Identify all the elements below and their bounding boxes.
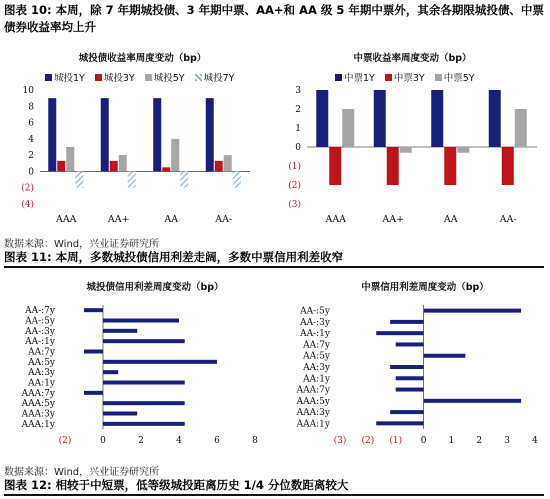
bar-aa-5y — [103, 319, 179, 323]
bar-aa-1y — [103, 381, 185, 385]
legend-item-5y — [145, 70, 185, 84]
chart-title-chengtou-yield: 城投债收益率周度变动（bp） — [78, 53, 207, 64]
category-label: AA:5y — [28, 357, 55, 368]
bar-3y-aaa — [57, 161, 65, 172]
chart-title-chengtou-spread: 城投债信用利差周度变动（bp） — [86, 282, 224, 293]
x-tick-label: 6 — [214, 436, 220, 446]
bar-3y-aa — [502, 147, 514, 185]
legend-swatch — [145, 74, 152, 81]
category-label: AA-:3y — [25, 326, 55, 337]
legend-swatch — [45, 74, 52, 81]
legend-item-1y — [45, 70, 85, 84]
bar-aa-1y — [376, 331, 423, 335]
x-category-label: AA — [164, 214, 179, 225]
legend-zhongpiao-yield — [335, 70, 485, 84]
bar-aa-1y — [396, 376, 424, 380]
x-tick-label: 3 — [504, 436, 511, 446]
bar-3y-aaa — [329, 147, 341, 185]
legend-swatch — [335, 74, 342, 81]
bar-5y-aaa — [342, 109, 354, 147]
y-tick-label: 2 — [295, 105, 301, 115]
x-tick-label: 2 — [138, 436, 144, 446]
x-tick-label: (2) — [361, 436, 375, 446]
category-label: AA:1y — [28, 378, 55, 389]
bar-aaa-3y — [390, 410, 423, 414]
x-category-label: AA- — [215, 214, 233, 225]
bar-aa-1y — [103, 339, 185, 343]
bar-1y-aa — [431, 90, 443, 147]
bar-aa-3y — [103, 329, 137, 333]
legend-item-1y — [335, 70, 375, 84]
category-label: AAA:5y — [21, 399, 55, 410]
legend-swatch — [95, 74, 102, 81]
bar-aa-5y — [424, 354, 466, 358]
figure-10-caption: 图表 10: 本周，除 7 年期城投债、3 年期中票、AA+和 AA 级 5 年期中票外，其余各期限城投债、中票债券收益率均上升 — [4, 3, 544, 34]
legend-swatch — [195, 74, 202, 81]
category-label: AAA:1y — [296, 419, 330, 430]
legend-item-3y — [95, 70, 135, 84]
chart-title-zhongpiao-yield: 中票收益率周度变动（bp） — [353, 53, 472, 64]
legend-swatch — [435, 74, 442, 81]
bar-aa-3y — [103, 370, 118, 374]
y-tick-label: (2) — [288, 181, 301, 191]
category-label: AA-:5y — [25, 316, 55, 327]
legend-label: 中票3Y — [393, 73, 425, 84]
bar-7y-aa — [180, 171, 188, 187]
bar-1y-aaa — [316, 90, 328, 147]
legend-label: 城投5Y — [153, 73, 185, 84]
y-tick-label: (3) — [288, 200, 301, 210]
data-source-2: 数据来源：Wind，兴业证券研究所 — [4, 467, 160, 478]
figure-12-caption: 图表 12: 相较于中短票，低等级城投距离历史 1/4 分位数距离较大 — [4, 477, 544, 496]
x-tick-label: 0 — [100, 436, 106, 446]
y-tick-label: 1 — [295, 124, 301, 134]
category-label: AAA:7y — [296, 385, 330, 396]
category-label: AA:3y — [28, 368, 55, 379]
bar-aaa-3y — [103, 412, 137, 416]
bar-5y-aa — [457, 147, 469, 153]
bar-3y-aa — [444, 147, 456, 185]
bar-5y-aa — [171, 139, 179, 172]
category-label: AA:1y — [303, 374, 330, 385]
legend-label: 中票5Y — [443, 73, 475, 84]
legend-item-5y — [435, 70, 475, 84]
bar-1y-aaa — [48, 98, 56, 171]
bar-aa-5y — [424, 309, 522, 313]
y-tick-label: 4 — [28, 134, 34, 145]
chart-zhongpiao-spread — [285, 297, 545, 452]
bar-1y-aa — [101, 98, 109, 171]
bar-aa-5y — [103, 360, 217, 364]
x-tick-label: (1) — [389, 436, 403, 446]
x-category-label: AA- — [499, 214, 517, 225]
x-tick-label: 4 — [176, 436, 182, 446]
chart-title-zhongpiao-spread: 中票信用利差周度变动（bp） — [361, 282, 489, 293]
bar-5y-aa — [515, 109, 527, 147]
bar-1y-aa — [374, 90, 386, 147]
x-tick-label: 8 — [252, 436, 258, 446]
category-label: AA:7y — [28, 347, 55, 358]
x-category-label: AAA — [55, 214, 77, 225]
bar-aa-3y — [390, 365, 423, 369]
legend-swatch — [385, 74, 392, 81]
x-tick-label: 2 — [476, 436, 483, 446]
x-category-label: AA+ — [382, 214, 405, 225]
bar-7y-aa — [233, 171, 241, 187]
bar-aaa-5y — [103, 401, 185, 405]
category-label: AA-:3y — [300, 317, 330, 328]
bar-5y-aa — [400, 147, 412, 153]
x-category-label: AA — [443, 214, 458, 225]
y-tick-label: (4) — [21, 200, 34, 210]
bar-3y-aa — [110, 161, 118, 172]
x-tick-label: 4 — [532, 436, 538, 446]
y-tick-label: 3 — [295, 86, 301, 96]
category-label: AA-:5y — [300, 306, 330, 317]
category-label: AAA:7y — [21, 388, 55, 399]
legend-label: 城投1Y — [54, 73, 85, 84]
x-category-label: AA+ — [107, 214, 130, 225]
bar-1y-aa — [153, 98, 161, 171]
x-tick-label: (2) — [58, 436, 72, 446]
legend-label: 中票1Y — [344, 73, 375, 84]
bar-aa-7y — [84, 350, 103, 354]
x-category-label: AAA — [325, 214, 347, 225]
bar-7y-aa — [128, 171, 136, 187]
data-source-1: 数据来源：Wind，兴业证券研究所 — [4, 239, 160, 250]
category-label: AA-:1y — [25, 337, 55, 348]
bar-1y-aa — [489, 90, 501, 147]
bar-7y-aaa — [75, 171, 83, 187]
figure-11-caption: 图表 11: 本周，多数城投债信用利差走阔，多数中票信用利差收窄 — [4, 249, 544, 268]
x-tick-label: (3) — [333, 436, 347, 446]
y-tick-label: 2 — [28, 151, 34, 162]
bar-aaa-1y — [376, 421, 423, 425]
bar-1y-aa — [206, 98, 214, 171]
category-label: AAA:5y — [296, 396, 330, 407]
legend-chengtou-yield — [45, 70, 244, 84]
category-label: AA:7y — [303, 340, 330, 351]
category-label: AA-:1y — [300, 329, 330, 340]
legend-label: 城投7Y — [203, 73, 235, 84]
bar-5y-aa — [224, 155, 232, 171]
bar-aaa-7y — [84, 391, 103, 395]
y-tick-label: (2) — [21, 183, 34, 194]
chart-chengtou-yield — [10, 84, 260, 234]
category-label: AAA:1y — [21, 419, 55, 430]
category-label: AA:3y — [303, 363, 330, 373]
bar-3y-aa — [162, 167, 170, 171]
legend-label: 城投3Y — [103, 73, 135, 84]
y-tick-label: 0 — [295, 143, 301, 153]
bar-aa-7y — [396, 342, 424, 346]
chart-chengtou-spread — [10, 297, 270, 452]
category-label: AAA:3y — [21, 409, 55, 420]
bar-aaa-1y — [103, 422, 185, 426]
y-tick-label: 10 — [22, 86, 34, 96]
chart-zhongpiao-yield — [285, 84, 545, 234]
x-tick-label: 1 — [448, 436, 455, 446]
bar-5y-aa — [119, 155, 127, 171]
bar-3y-aa — [387, 147, 399, 185]
bar-aa-3y — [390, 320, 423, 324]
y-tick-label: 0 — [28, 167, 34, 178]
y-tick-label: 6 — [28, 118, 34, 129]
category-label: AA:5y — [303, 351, 330, 362]
category-label: AA-:7y — [25, 306, 55, 317]
legend-item-7y — [195, 70, 235, 84]
bar-5y-aaa — [66, 147, 74, 171]
bar-aaa-7y — [396, 388, 424, 392]
bar-3y-aa — [215, 161, 223, 172]
x-tick-label: 0 — [420, 436, 427, 446]
bar-aaa-5y — [424, 399, 522, 403]
y-tick-label: 8 — [28, 102, 34, 113]
legend-item-3y — [385, 70, 425, 84]
y-tick-label: (1) — [288, 162, 301, 172]
bar-aa-7y — [84, 308, 103, 312]
category-label: AAA:3y — [296, 408, 330, 419]
